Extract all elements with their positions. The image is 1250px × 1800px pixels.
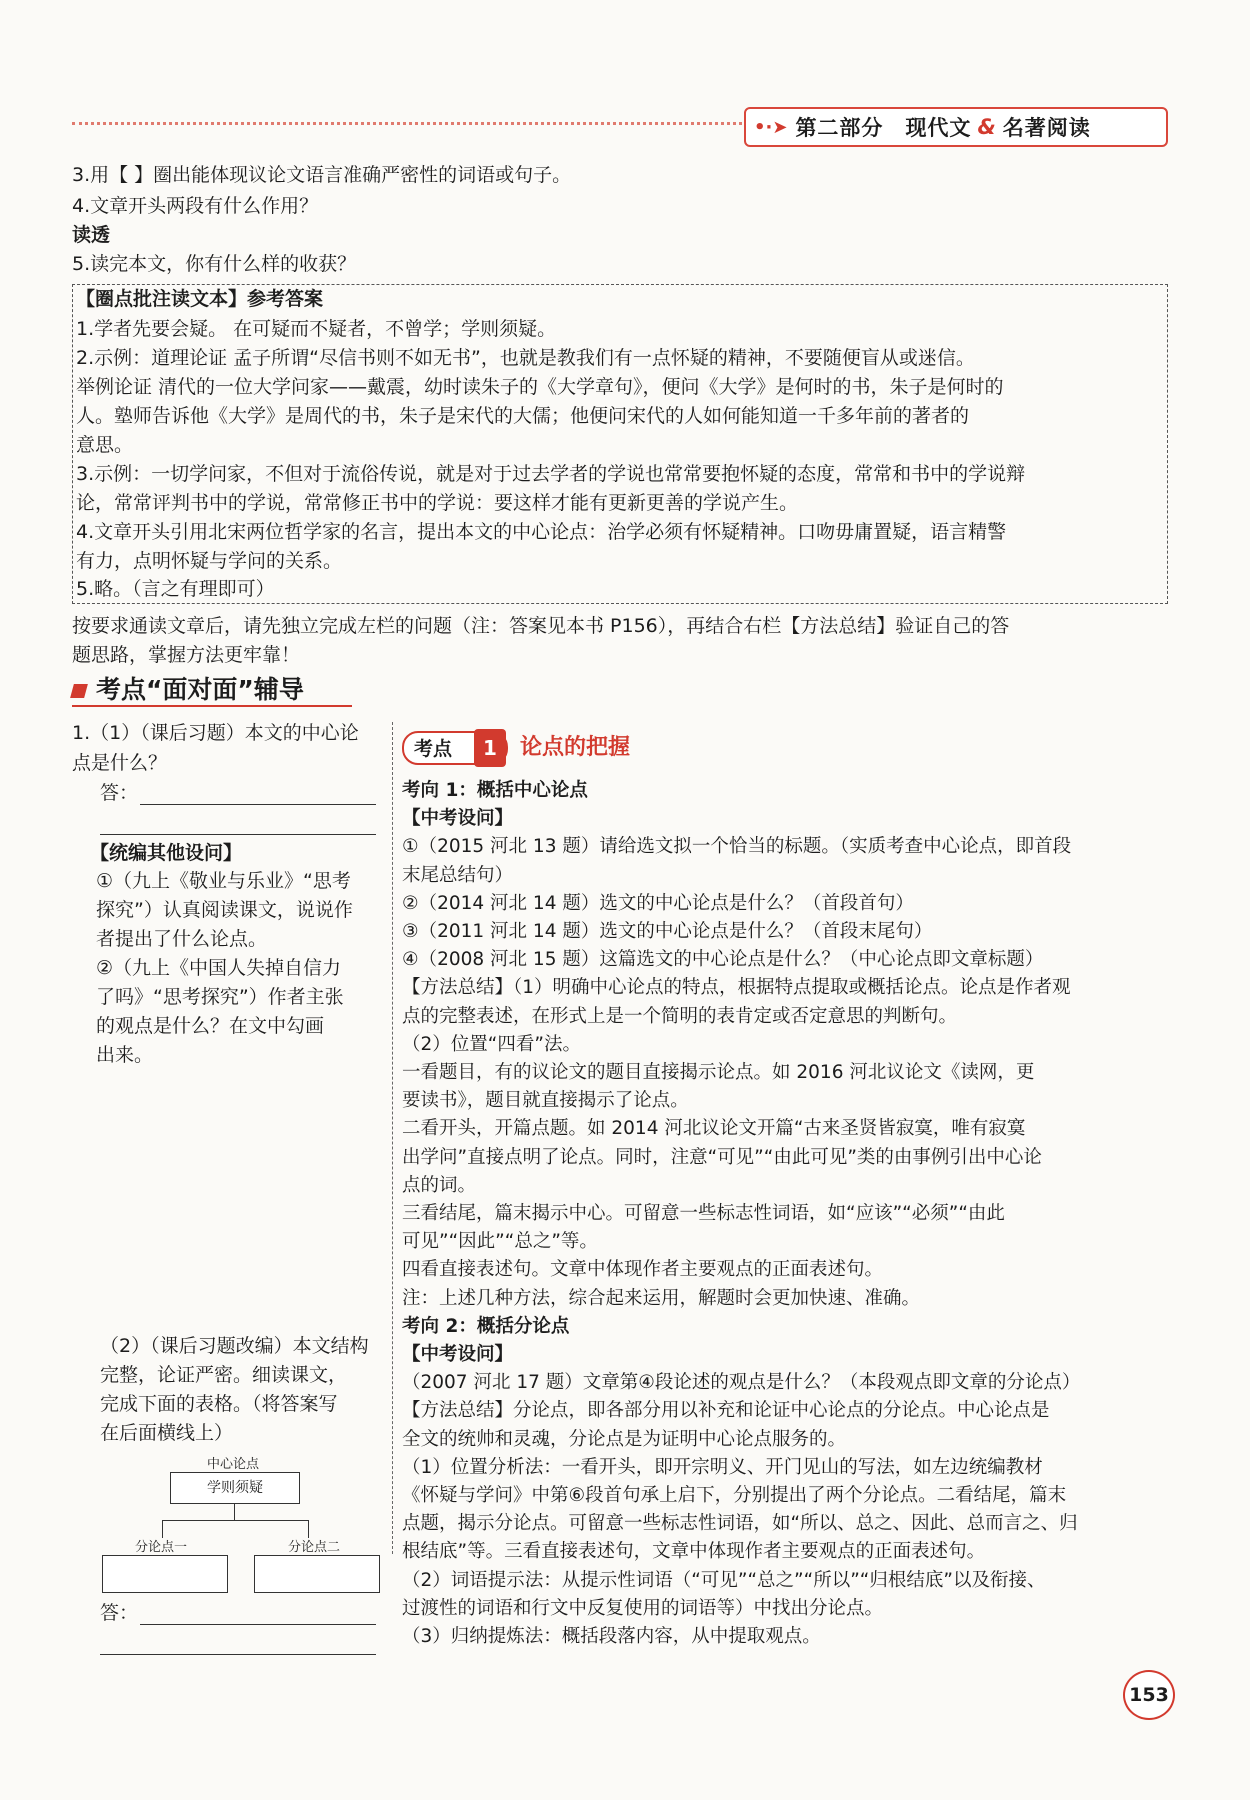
right-text-line: （2007 河北 17 题）文章第④段论述的观点是什么？（本段观点即文章的分论点） — [402, 1372, 1081, 1394]
left-q2-line: 完整，论证严密。细读课文， — [100, 1364, 348, 1386]
diagram-connector — [234, 1504, 235, 1520]
other-question-line: ②（九上《中国人失掉自信力 — [96, 957, 342, 979]
left-q2-line: 在后面横线上） — [100, 1422, 234, 1444]
right-text-line: ②（2014 河北 14 题）选文的中心论点是什么？（首段首句） — [402, 892, 914, 914]
left-q2-line: （2）（课后习题改编）本文结构 — [100, 1335, 369, 1357]
question-5: 5.读完本文，你有什么样的收获？ — [72, 253, 357, 275]
section-mark-icon — [70, 684, 88, 698]
right-text-line: 根结底”等。三看直接表述句，文章中体现作者主要观点的正面表述句。 — [402, 1541, 986, 1563]
right-text-line: 点的词。 — [402, 1174, 477, 1196]
right-text-line: 全文的统帅和灵魂，分论点是为证明中心论点服务的。 — [402, 1428, 847, 1450]
answer-label: 答： — [100, 1602, 139, 1624]
kaodian-badge-label: 考点 — [414, 738, 453, 760]
right-text-line: 三看结尾，篇末揭示中心。可留意一些标志性词语，如“应该”“必须”“由此 — [402, 1203, 1005, 1224]
right-text-line: 【中考设问】 — [402, 808, 514, 830]
kaodian-badge-number: 1 — [474, 729, 506, 767]
kaodian-badge — [402, 731, 508, 765]
answer-line: 人。塾师告诉他《大学》是周代的书，朱子是宋代的大儒；他便问宋代的人如何能知道一千多年前的著者的 — [76, 405, 970, 427]
diagram-center-box: 学则须疑 — [170, 1472, 300, 1504]
answer-label: 答： — [100, 782, 139, 804]
right-text-line: 【方法总结】（1）明确中心论点的特点，根据特点提取或概括论点。论点是作者观 — [402, 977, 1071, 999]
diagram-center-label: 中心论点 — [207, 1457, 260, 1472]
diagram-sub1-box[interactable] — [102, 1555, 228, 1593]
section-title: 考点“面对面”辅导 — [72, 670, 304, 706]
right-text-line: （3）归纳提炼法：概括段落内容，从中提取观点。 — [402, 1626, 821, 1647]
other-questions-title: 【统编其他设问】 — [90, 842, 243, 864]
diagram-sub2-label: 分论点二 — [288, 1540, 341, 1555]
right-text-line: （1）位置分析法：一看开头，即开宗明义、开门见山的写法，如左边统编教材 — [402, 1456, 1043, 1478]
right-text-line: 出学问”直接点明了论点。同时，注意“可见”“由此可见”类的由事例引出中心论 — [402, 1146, 1042, 1168]
arrow-icon: •·➤ — [754, 116, 788, 138]
answer-header: 【圈点批注读文本】参考答案 — [76, 288, 324, 310]
left-q1-line: 点是什么？ — [72, 752, 168, 774]
left-q1-line: 1.（1）（课后习题）本文的中心论 — [72, 722, 359, 744]
right-text-line: 末尾总结句） — [402, 864, 514, 886]
right-text-line: 考向 1：概括中心论点 — [402, 780, 588, 801]
header-title-b: 名著阅读 — [1002, 116, 1091, 140]
page-number: 153 — [1123, 1670, 1175, 1720]
right-text-line: 点题，揭示分论点。可留意一些标志性词语，如“所以、总之、因此、总而言之、归 — [402, 1513, 1078, 1535]
left-q2-line: 完成下面的表格。（将答案写 — [100, 1393, 338, 1415]
right-text-line: 点的完整表述，在形式上是一个简明的表肯定或否定意思的判断句。 — [402, 1005, 958, 1027]
right-text-line: （2）位置“四看”法。 — [402, 1033, 581, 1055]
right-text-line: ③（2011 河北 14 题）选文的中心论点是什么？（首段末尾句） — [402, 921, 933, 942]
answer-line: 2.示例：道理论证 孟子所谓“尽信书则不如无书”，也就是教我们有一点怀疑的精神，不要随便盲从或迷信。 — [76, 347, 975, 369]
header-title-a: 现代文 — [905, 116, 972, 140]
header-amp: & — [977, 115, 997, 139]
other-question-line: 者提出了什么论点。 — [96, 928, 268, 950]
answer-blank[interactable] — [100, 834, 376, 835]
question-3: 3.用【 】圈出能体现议论文语言准确严密性的词语或句子。 — [72, 164, 572, 186]
right-text-line: 【中考设问】 — [402, 1344, 514, 1365]
answer-line: 举例论证 清代的一位大学问家——戴震，幼时读朱子的《大学章句》，便问《大学》是何时的书，朱子是何时的 — [76, 376, 1004, 398]
header-dotted-rule — [72, 122, 742, 125]
answer-line: 3.示例：一切学问家，不但对于流俗传说，就是对于过去学者的学说也常常要抱怀疑的态度，常常和书中的学说辩 — [76, 463, 1026, 485]
answer-line: 意思。 — [76, 434, 134, 456]
right-text-line: 要读书》，题目就直接揭示了论点。 — [402, 1090, 689, 1112]
right-text-line: 【方法总结】分论点，即各部分用以补充和论证中心论点的分论点。中心论点是 — [402, 1400, 1050, 1422]
section-underline — [72, 705, 352, 707]
other-question-line: 探究”）认真阅读课文，说说作 — [96, 899, 353, 921]
other-question-line: 出来。 — [96, 1044, 154, 1066]
column-divider — [392, 722, 393, 1554]
header-section: 第二部分 — [795, 116, 884, 140]
other-question-line: ①（九上《敬业与乐业》“思考 — [96, 870, 351, 892]
diagram-sub1-label: 分论点一 — [135, 1540, 188, 1555]
question-4: 4.文章开头两段有什么作用？ — [72, 195, 319, 217]
answer-line: 1.学者先要会疑。 在可疑而不疑者，不曾学；学则须疑。 — [76, 318, 557, 340]
other-question-line: 的观点是什么？在文中勾画 — [96, 1015, 325, 1037]
section-header — [744, 107, 1168, 147]
instruction-line: 题思路，掌握方法更牢靠！ — [72, 644, 301, 666]
answer-blank[interactable] — [140, 804, 376, 805]
answer-blank[interactable] — [100, 1654, 376, 1655]
diagram-connector — [162, 1520, 308, 1521]
dutou-heading: 读透 — [72, 224, 111, 246]
answer-line: 有力，点明怀疑与学问的关系。 — [76, 550, 343, 572]
right-text-line: 考向 2：概括分论点 — [402, 1315, 570, 1337]
right-text-line: 可见”“因此”“总之”等。 — [402, 1231, 598, 1253]
right-text-line: ①（2015 河北 13 题）请给选文拟一个恰当的标题。（实质考查中心论点，即首段 — [402, 836, 1072, 858]
other-question-line: 了吗》“思考探究”）作者主张 — [96, 986, 344, 1008]
answer-line: 5.略。（言之有理即可） — [76, 578, 275, 600]
right-text-line: 四看直接表述句。文章中体现作者主要观点的正面表述句。 — [402, 1259, 884, 1281]
answer-line: 论，常常评判书中的学说，常常修正书中的学说：要这样才能有更新更善的学说产生。 — [76, 492, 799, 514]
right-text-line: 注：上述几种方法，综合起来运用，解题时会更加快速、准确。 — [402, 1287, 921, 1309]
right-text-line: 二看开头，开篇点题。如 2014 河北议论文开篇“古来圣贤皆寂寞，唯有寂寞 — [402, 1118, 1026, 1140]
right-text-line: 一看题目，有的议论文的题目直接揭示论点。如 2016 河北议论文《读网，更 — [402, 1062, 1035, 1083]
right-text-line: （2）词语提示法：从提示性词语（“可见”“总之”“所以”“归根结底”以及衔接、 — [402, 1569, 1046, 1591]
instruction-line: 按要求通读文章后，请先独立完成左栏的问题（注：答案见本书 P156），再结合右栏【方法总结】验证自己的答 — [72, 615, 1010, 637]
right-text-line: 《怀疑与学问》中第⑥段首句承上启下，分别提出了两个分论点。二看结尾，篇末 — [402, 1485, 1067, 1506]
answer-blank[interactable] — [140, 1624, 376, 1625]
right-text-line: ④（2008 河北 15 题）这篇选文的中心论点是什么？（中心论点即文章标题） — [402, 949, 1044, 971]
kaodian-title: 论点的把握 — [520, 735, 631, 760]
answer-line: 4.文章开头引用北宋两位哲学家的名言，提出本文的中心论点：治学必须有怀疑精神。口吻毋庸置疑，语言精警 — [76, 521, 1007, 543]
diagram-sub2-box[interactable] — [254, 1555, 380, 1593]
right-text-line: 过渡性的词语和行文中反复使用的词语等）中找出分论点。 — [402, 1597, 884, 1619]
